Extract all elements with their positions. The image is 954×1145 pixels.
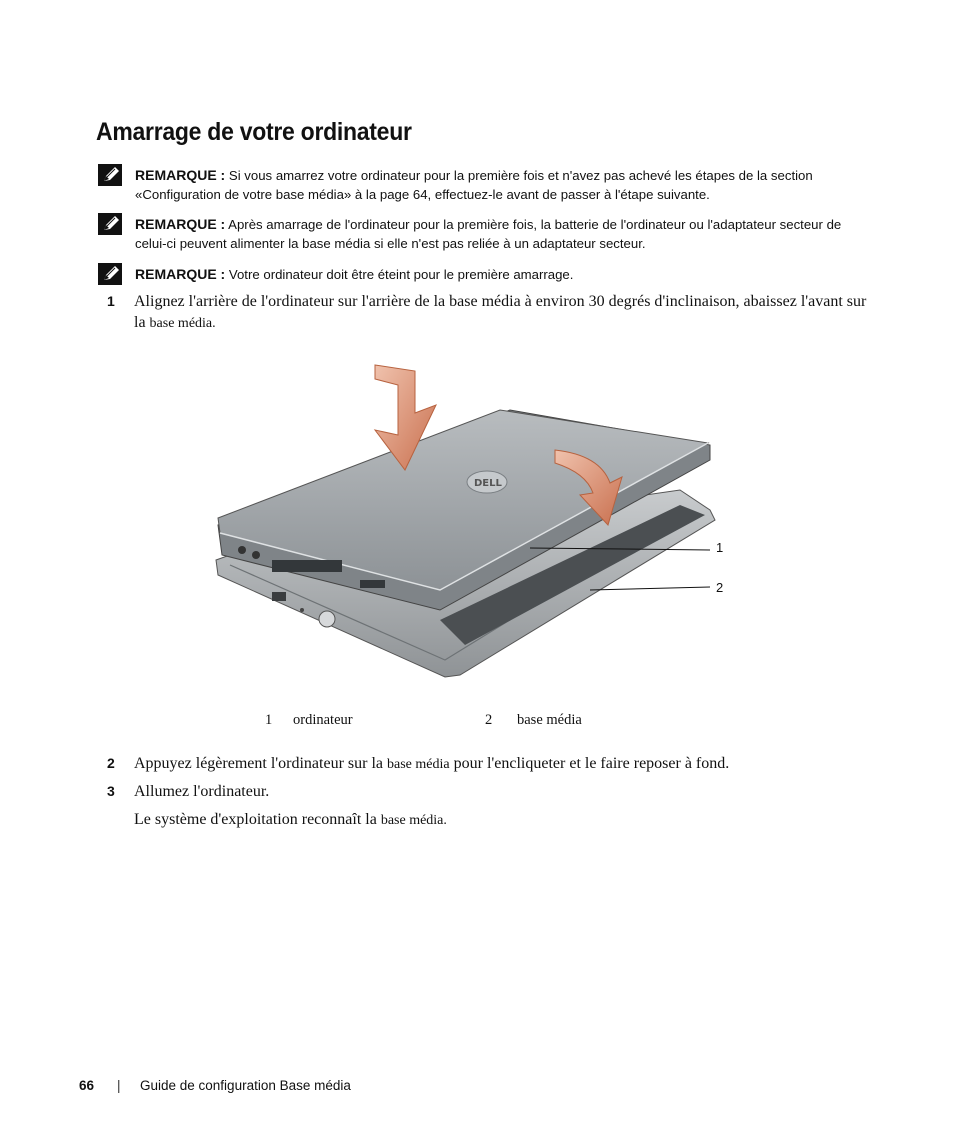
callout-2: 2 <box>716 580 724 595</box>
step-2 <box>107 753 867 775</box>
legend-num-1: 1 <box>265 712 273 728</box>
page-number: 66 <box>79 1078 95 1093</box>
note-text: Votre ordinateur doit être éteint pour le première amarrage. <box>228 267 574 282</box>
page-title: Amarrage de votre ordinateur <box>96 118 412 146</box>
note-2 <box>98 215 868 253</box>
note-1 <box>98 166 868 204</box>
step-text: Alignez l'arrière de l'ordinateur sur l'arrière de la base média à environ 30 degrés d'inclinaison, abaissez l'avant sur la <box>134 293 867 331</box>
legend-label-1: ordinateur <box>293 712 353 728</box>
step-3-followup <box>107 809 867 831</box>
step-text-term: base média <box>387 757 450 772</box>
docking-illustration <box>210 355 740 685</box>
step-3 <box>107 781 867 802</box>
note-3 <box>98 265 868 284</box>
callout-1: 1 <box>716 540 724 555</box>
step-number: 2 <box>107 755 115 771</box>
footer-separator: | <box>117 1078 121 1093</box>
footer-title: Guide de configuration Base média <box>140 1078 351 1093</box>
note-label: REMARQUE : <box>135 167 226 183</box>
step-text-term: base média. <box>149 316 216 331</box>
note-pencil-icon <box>98 213 122 235</box>
note-label: REMARQUE : <box>135 216 226 232</box>
step-text: pour l'encliqueter et le faire reposer à fond. <box>449 755 730 772</box>
note-label: REMARQUE : <box>135 266 226 282</box>
note-pencil-icon <box>98 164 122 186</box>
note-text: Après amarrage de l'ordinateur pour la première fois, la batterie de l'ordinateur ou l'adaptateur secteur de celui-ci peuvent alimenter la base média si elle n'est pas reliée à un adaptateur secteur. <box>135 217 842 251</box>
followup-term: base média. <box>380 813 447 828</box>
note-pencil-icon <box>98 263 122 285</box>
step-number: 1 <box>107 293 115 309</box>
step-number: 3 <box>107 783 115 799</box>
note-text: Si vous amarrez votre ordinateur pour la première fois et n'avez pas achevé les étapes de la section «Configuration de votre base média» à la page 64, effectuez-le avant de passer à l'étape suivante. <box>135 168 813 202</box>
step-text: Allumez l'ordinateur. <box>134 783 270 800</box>
step-1 <box>107 291 867 334</box>
legend-label-2: base média <box>517 712 582 728</box>
legend-num-2: 2 <box>485 712 493 728</box>
step-text: Appuyez légèrement l'ordinateur sur la <box>134 755 388 772</box>
dell-logo-text: DELL <box>474 478 502 489</box>
followup-text: Le système d'exploitation reconnaît la <box>134 811 381 828</box>
callout-line-2 <box>590 587 710 590</box>
